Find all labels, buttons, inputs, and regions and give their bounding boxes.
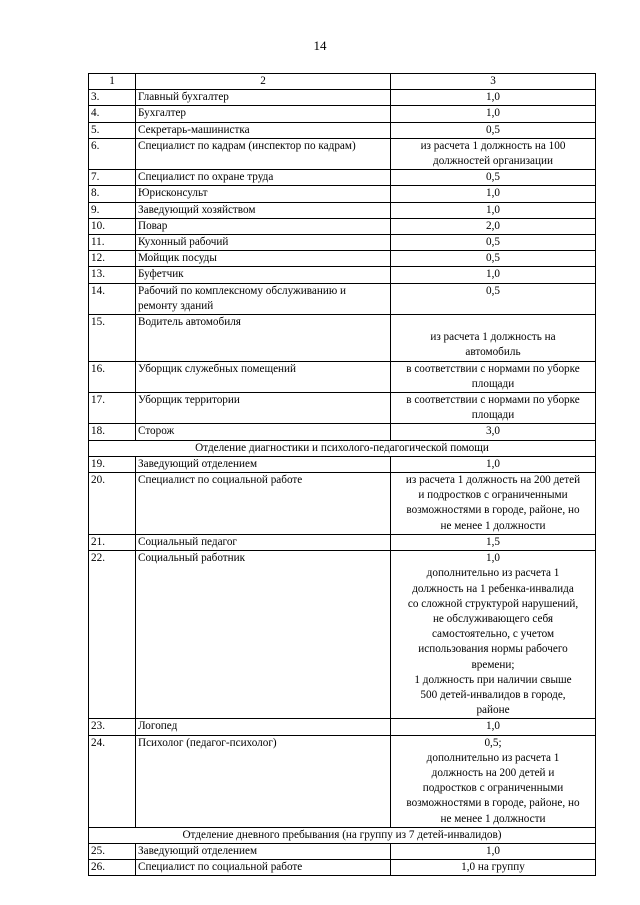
staffing-norm <box>391 218 596 234</box>
norm-line: самостоятельно, с учетом <box>431 628 555 641</box>
staffing-norm <box>391 361 596 392</box>
table-row <box>89 202 596 218</box>
row-number: 25. <box>89 843 136 859</box>
row-number: 16. <box>89 361 136 392</box>
section-header-row <box>89 440 596 456</box>
table-row <box>89 138 596 169</box>
norm-line: подростков с ограниченными <box>422 782 564 795</box>
table-row <box>89 361 596 392</box>
table-row <box>89 719 596 735</box>
norm-line: 1,5 <box>486 535 500 548</box>
position-name: Социальный педагог <box>136 534 391 550</box>
row-number: 3. <box>89 90 136 106</box>
norm-line: времени; <box>471 658 515 671</box>
staffing-norm <box>391 90 596 106</box>
staffing-norm <box>391 202 596 218</box>
norm-line: из расчета 1 должность на <box>430 331 556 344</box>
row-number: 18. <box>89 424 136 440</box>
row-number: 22. <box>89 551 136 719</box>
norm-line: 3,0 <box>486 425 500 438</box>
table-row <box>89 235 596 251</box>
norm-line: 0,5 <box>486 236 500 249</box>
staffing-norm <box>391 860 596 876</box>
norm-line: должность на 1 ребенка-инвалида <box>412 582 574 595</box>
table-row <box>89 90 596 106</box>
norm-line: площади <box>471 377 515 390</box>
table-row <box>89 186 596 202</box>
norm-line: 2,0 <box>486 219 500 232</box>
position-name: Уборщик территории <box>136 393 391 424</box>
norm-line: должностей организации <box>433 155 553 168</box>
page-number: 14 <box>313 38 327 53</box>
position-name: Заведующий хозяйством <box>136 202 391 218</box>
position-name: Специалист по социальной работе <box>136 860 391 876</box>
norm-line: 1,0 <box>486 457 500 470</box>
staffing-norm <box>391 267 596 283</box>
norm-line: в соответствии с нормами по уборке <box>406 394 580 407</box>
norm-line: использования нормы рабочего <box>418 643 568 656</box>
table-row <box>89 424 596 440</box>
row-number: 14. <box>89 283 136 314</box>
norm-line: 0,5 <box>486 252 500 265</box>
norm-line: и подростков с ограниченными <box>418 489 568 502</box>
row-number: 11. <box>89 235 136 251</box>
norm-line: районе <box>476 704 510 717</box>
row-number: 15. <box>89 315 136 362</box>
norm-line: дополнительно из расчета 1 <box>426 567 560 580</box>
norm-line: 1,0 <box>486 203 500 216</box>
norm-line: 1,0 <box>486 268 500 281</box>
position-name: Кухонный рабочий <box>136 235 391 251</box>
staffing-norm <box>391 735 596 827</box>
table-row <box>89 218 596 234</box>
section-title: Отделение диагностики и психолого-педагогической помощи <box>89 440 596 456</box>
position-name: Мойщик посуды <box>136 251 391 267</box>
norm-line: 1 должность при наличии свыше <box>414 673 572 686</box>
table-row <box>89 267 596 283</box>
table-row <box>89 122 596 138</box>
position-name: Водитель автомобиля <box>136 315 391 362</box>
staffing-norm <box>391 251 596 267</box>
norm-line: 1,0 <box>486 91 500 104</box>
row-number: 23. <box>89 719 136 735</box>
staffing-norm <box>391 315 596 362</box>
header-col-3: 3 <box>391 74 596 90</box>
position-name: Бухгалтер <box>136 106 391 122</box>
table-row <box>89 843 596 859</box>
table-row <box>89 473 596 535</box>
staffing-table <box>88 73 596 876</box>
row-number: 17. <box>89 393 136 424</box>
staffing-norm <box>391 283 596 314</box>
staffing-norm <box>391 424 596 440</box>
table-row <box>89 106 596 122</box>
staffing-norm <box>391 393 596 424</box>
norm-line: не менее 1 должности <box>440 812 546 825</box>
norm-line: 0,5 <box>486 123 500 136</box>
staffing-norm <box>391 170 596 186</box>
row-number: 8. <box>89 186 136 202</box>
position-name: Логопед <box>136 719 391 735</box>
row-number: 21. <box>89 534 136 550</box>
norm-line: 1,0 <box>486 844 500 857</box>
section-header-row <box>89 827 596 843</box>
norm-line: 0,5 <box>486 284 500 297</box>
table-row <box>89 860 596 876</box>
position-name: Специалист по охране труда <box>136 170 391 186</box>
staffing-norm <box>391 534 596 550</box>
position-name: Психолог (педагог-психолог) <box>136 735 391 827</box>
position-name: Уборщик служебных помещений <box>136 361 391 392</box>
table-row <box>89 283 596 314</box>
table-row <box>89 315 596 362</box>
table-row <box>89 534 596 550</box>
row-number: 9. <box>89 202 136 218</box>
section-title: Отделение дневного пребывания (на группу из 7 детей-инвалидов) <box>89 827 596 843</box>
norm-line <box>393 315 593 330</box>
row-number: 26. <box>89 860 136 876</box>
table-row <box>89 735 596 827</box>
norm-line: со сложной структурой нарушений, <box>407 597 579 610</box>
position-name: Буфетчик <box>136 267 391 283</box>
norm-line: площади <box>471 409 515 422</box>
position-name: Рабочий по комплексному обслуживанию и ремонту зданий <box>136 283 391 314</box>
table-row <box>89 251 596 267</box>
staffing-norm <box>391 456 596 472</box>
header-col-2: 2 <box>136 74 391 90</box>
row-number: 4. <box>89 106 136 122</box>
row-number: 19. <box>89 456 136 472</box>
row-number: 7. <box>89 170 136 186</box>
position-name: Специалист по кадрам (инспектор по кадрам) <box>136 138 391 169</box>
norm-line: возможностями в городе, районе, но <box>406 504 580 517</box>
row-number: 5. <box>89 122 136 138</box>
table-row <box>89 456 596 472</box>
staffing-norm <box>391 122 596 138</box>
norm-line: 1,0 <box>486 720 500 733</box>
norm-line: 1,0 <box>486 552 500 565</box>
staffing-norm <box>391 551 596 719</box>
norm-line: из расчета 1 должность на 100 <box>420 139 566 152</box>
norm-line: 500 детей-инвалидов в городе, <box>420 688 566 701</box>
norm-line: 1,0 на группу <box>461 861 525 874</box>
staffing-norm <box>391 235 596 251</box>
staffing-norm <box>391 719 596 735</box>
row-number: 13. <box>89 267 136 283</box>
norm-line: автомобиль <box>465 346 521 359</box>
staffing-norm <box>391 473 596 535</box>
norm-line: должность на 200 детей и <box>431 766 555 779</box>
staffing-norm <box>391 138 596 169</box>
norm-line: не обслуживающего себя <box>432 612 554 625</box>
table-header-row <box>89 74 596 90</box>
row-number: 10. <box>89 218 136 234</box>
position-name: Секретарь-машинистка <box>136 122 391 138</box>
header-col-1: 1 <box>89 74 136 90</box>
norm-line: в соответствии с нормами по уборке <box>406 362 580 375</box>
table-row <box>89 170 596 186</box>
position-name: Главный бухгалтер <box>136 90 391 106</box>
norm-line: возможностями в городе, районе, но <box>406 797 580 810</box>
position-name: Юрисконсульт <box>136 186 391 202</box>
norm-line: 0,5 <box>486 171 500 184</box>
position-name: Специалист по социальной работе <box>136 473 391 535</box>
norm-line: не менее 1 должности <box>440 519 546 532</box>
row-number: 20. <box>89 473 136 535</box>
staffing-norm <box>391 186 596 202</box>
row-number: 12. <box>89 251 136 267</box>
table-row <box>89 551 596 719</box>
norm-line: из расчета 1 должность на 200 детей <box>405 474 581 487</box>
position-name: Заведующий отделением <box>136 456 391 472</box>
staffing-norm <box>391 843 596 859</box>
staffing-norm <box>391 106 596 122</box>
position-name: Повар <box>136 218 391 234</box>
row-number: 6. <box>89 138 136 169</box>
position-name: Социальный работник <box>136 551 391 719</box>
table-row <box>89 393 596 424</box>
norm-line: 1,0 <box>486 187 500 200</box>
norm-line: дополнительно из расчета 1 <box>426 751 560 764</box>
norm-line: 0,5; <box>484 736 502 749</box>
position-name: Сторож <box>136 424 391 440</box>
position-name: Заведующий отделением <box>136 843 391 859</box>
row-number: 24. <box>89 735 136 827</box>
norm-line: 1,0 <box>486 107 500 120</box>
